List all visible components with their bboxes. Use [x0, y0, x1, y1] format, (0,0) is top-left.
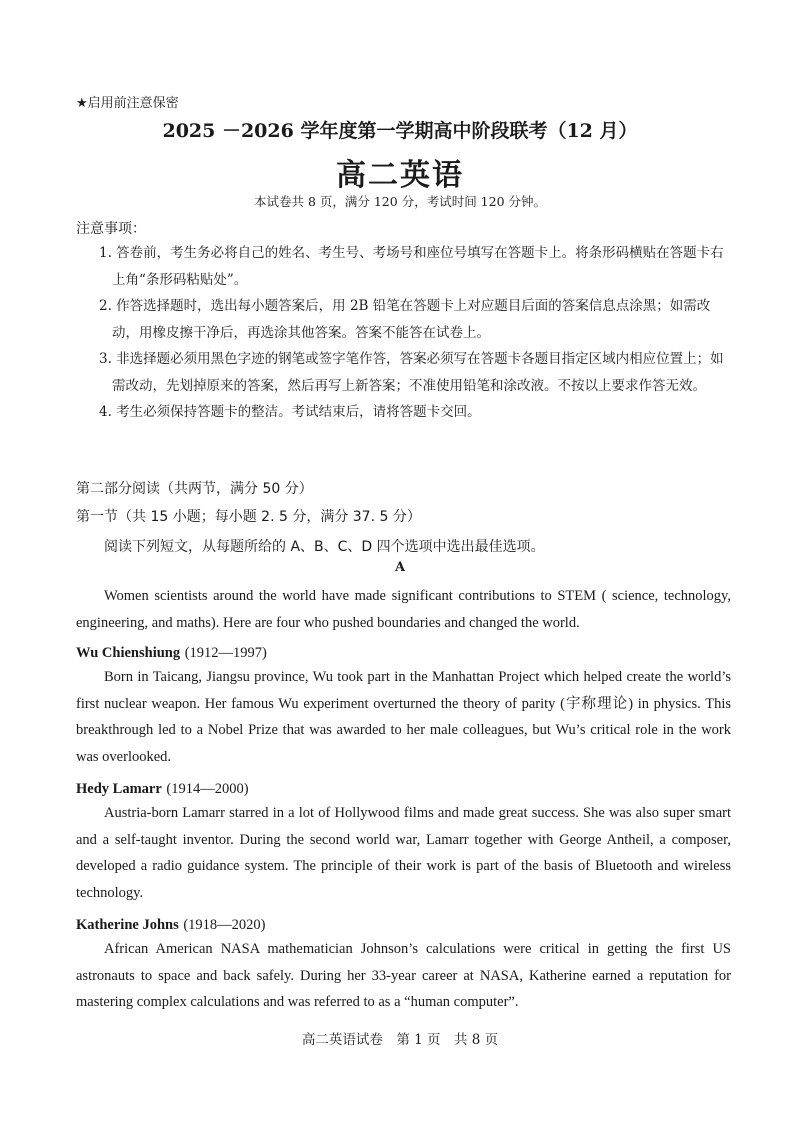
scientist-years: (1914—2000)	[166, 781, 249, 797]
page-footer: 高二英语试卷 第 1 页 共 8 页	[301, 1032, 499, 1048]
scientist-heading	[76, 776, 249, 803]
scientist-name: Hedy Lamarr	[76, 781, 162, 797]
subject-title: 高二英语	[336, 158, 464, 193]
confidential-mark: ★启用前注意保密	[76, 96, 179, 111]
notice-item: 2. 作答选择题时，选出每小题答案后，用 2B 铅笔在答题卡上对应题目后面的答案信息点涂黑；如需改动，用橡皮擦干净后，再选涂其他答案。答案不能答在试卷上。	[99, 298, 711, 341]
notice-item: 4. 考生必须保持答题卡的整洁。考试结束后，请将答题卡交回。	[99, 404, 481, 420]
passage-intro: Women scientists around the world have made significant contributions to STEM ( science, technology, engineering, and maths). Here are four who pushed boundaries and changed the world.	[76, 588, 731, 631]
passage-label: A	[394, 560, 406, 575]
section-title: 第一节（共 15 小题；每小题 2. 5 分，满分 37. 5 分）	[76, 509, 421, 525]
scientist-heading	[76, 912, 266, 939]
exam-title: 2025 －2026 学年度第一学期高中阶段联考（12 月）	[162, 120, 638, 142]
scientist-paragraph: Born in Taicang, Jiangsu province, Wu took part in the Manhattan Project which helped create the world’s first nuclear weapon. Her famous Wu experiment overturned the theory of parity (宇称理论) in physics. This breakthrough led to a Nobel Prize that was awarded to her male colleagues, but Wu’s critical role in the work was overlooked.	[76, 669, 731, 765]
notice-heading: 注意事项：	[76, 221, 146, 237]
scientist-years: (1912—1997)	[184, 645, 267, 661]
notice-item: 1. 答卷前，考生务必将自己的姓名、考生号、考场号和座位号填写在答题卡上。将条形码横贴在答题卡右上角“条形码粘贴处”。	[99, 245, 724, 288]
exam-info: 本试卷共 8 页，满分 120 分，考试时间 120 分钟。	[253, 194, 546, 209]
notice-list	[99, 240, 731, 426]
reading-instruction: 阅读下列短文，从每题所给的 A、B、C、D 四个选项中选出最佳选项。	[104, 539, 545, 555]
notice-item: 3. 非选择题必须用黑色字迹的钢笔或签字笔作答，答案必须写在答题卡各题目指定区域内相应位置上；如需改动，先划掉原来的答案，然后再写上新答案；不准使用铅笔和涂改液。不按以上要求作答无效。	[99, 351, 724, 394]
scientist-name: Wu Chienshiung	[76, 645, 181, 661]
scientist-heading	[76, 640, 267, 667]
scientist-paragraph: African American NASA mathematician Johnson’s calculations were critical in getting the first US astronauts to space and back safely. During her 33-year career at NASA, Katherine earned a reputation for mastering complex calculations and was referred to as a “human computer”.	[76, 941, 731, 1011]
scientist-years: (1918—2020)	[183, 917, 266, 933]
scientist-name: Katherine Johns	[76, 917, 179, 933]
part-title: 第二部分阅读（共两节，满分 50 分）	[76, 481, 313, 497]
scientist-paragraph: Austria-born Lamarr starred in a lot of Hollywood films and made great success. She was also super smart and a self-taught inventor. During the second world war, Lamarr together with George Antheil, a composer, developed a radio guidance system. The principle of their work is part of the basis of Bluetooth and wireless technology.	[76, 805, 731, 901]
